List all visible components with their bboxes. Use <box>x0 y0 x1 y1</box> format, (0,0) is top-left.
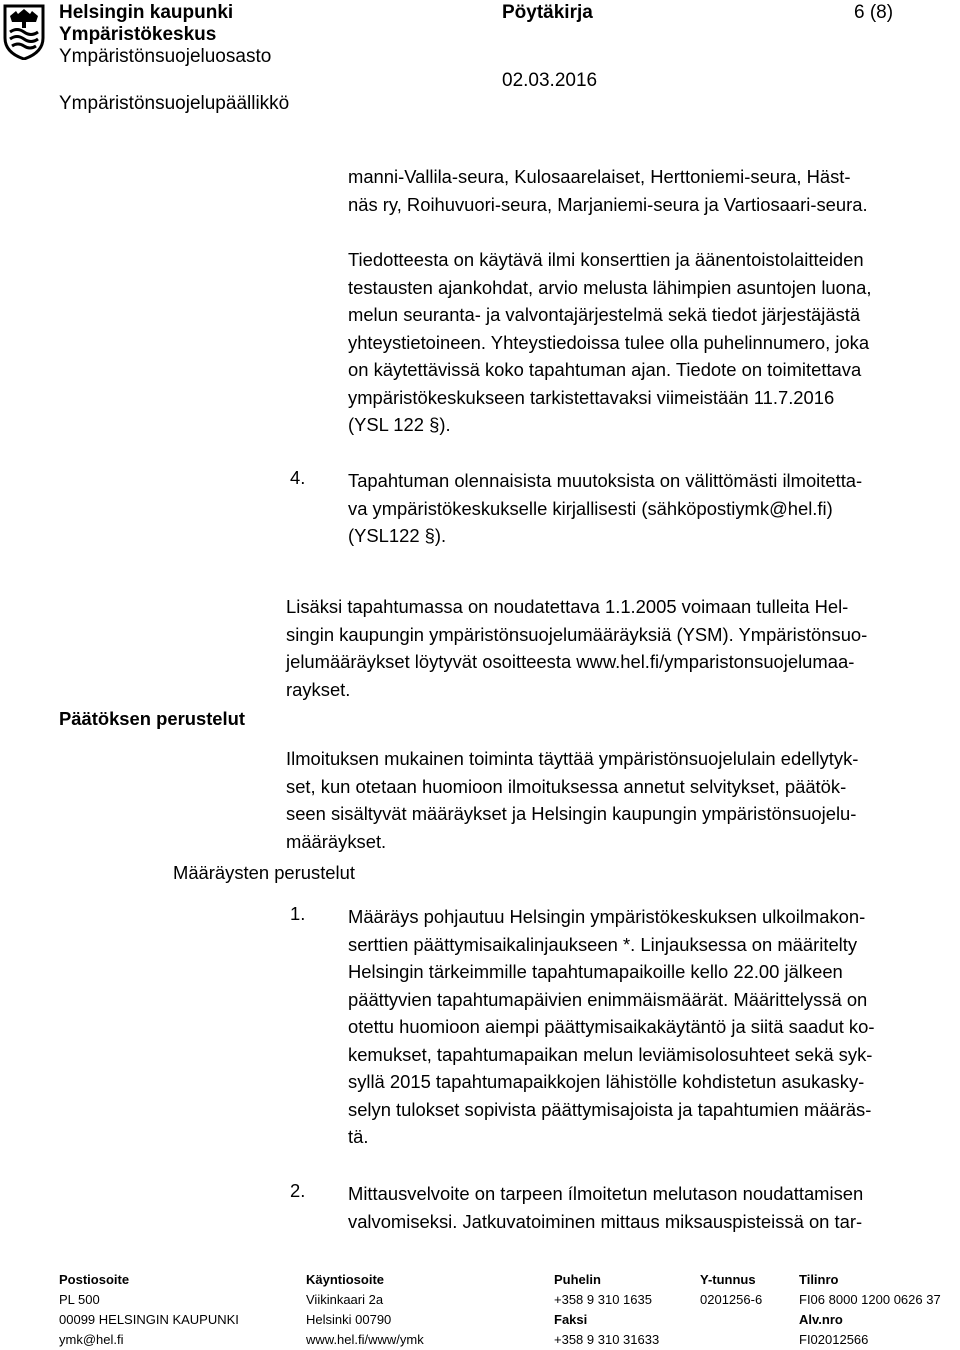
text-line: manni-Vallila-seura, Kulosaarelaiset, Herttoniemi-seura, Häst- <box>348 166 851 187</box>
header-unit: Ympäristönsuojeluosasto <box>59 46 272 67</box>
decision-paragraph <box>286 745 858 855</box>
footer-fax-number: +358 9 310 31633 <box>554 1332 660 1347</box>
item-2-text <box>348 1180 863 1235</box>
footer-account <box>799 1270 941 1350</box>
footer-visit-line1: Viikinkaari 2a <box>306 1292 384 1307</box>
text-line: serttien päättymisaikalinjaukseen *. Linjauksessa on määritelty <box>348 933 858 955</box>
header-date: 02.03.2016 <box>502 70 598 91</box>
footer-alv-value: FI02012566 <box>799 1332 869 1347</box>
footer-tilinro-label: Tilinro <box>799 1272 839 1287</box>
header-org: Helsingin kaupunki <box>59 2 234 23</box>
footer-email[interactable]: ymk@hel.fi <box>59 1332 124 1347</box>
footer-postal-line2: 00099 HELSINGIN KAUPUNKI <box>59 1312 239 1327</box>
text-line: jelumääräykset löytyvät osoitteesta www.hel.fi/ymparistonsuojelumaa- <box>286 651 855 672</box>
text-line: Määräys pohjautuu Helsingin ympäristökeskuksen ulkoilmakon- <box>348 906 866 927</box>
footer-postal-line1: PL 500 <box>59 1292 100 1307</box>
text-line: testausten ajankohdat, arvio melusta lähimpien asuntojen luona, <box>348 276 872 298</box>
text-line: tä. <box>348 1126 369 1147</box>
footer-ytunnus <box>700 1270 762 1310</box>
ysm-paragraph <box>286 593 867 703</box>
text-line: syllä 2015 tapahtumapaikkojen lähistölle kohdistetun asukasky- <box>348 1071 865 1092</box>
text-line: valvomiseksi. Jatkuvatoiminen mittaus miksauspisteissä on tar- <box>348 1210 863 1232</box>
header-doc-type: Pöytäkirja <box>502 2 593 23</box>
item-1-text <box>348 903 874 1151</box>
header-dept: Ympäristökeskus <box>59 24 217 45</box>
text-line: singin kaupungin ympäristönsuojelumääräyksiä (YSM). Ympäristönsuo- <box>286 623 868 645</box>
footer-web[interactable]: www.hel.fi/www/ymk <box>306 1332 424 1347</box>
text-line: va ympäristökeskukselle kirjallisesti (sähköpostiymk@hel.fi) <box>348 497 833 519</box>
text-line: päättyvien tapahtumapäivien enimmäismäärät. Määrittelyssä on <box>348 988 868 1010</box>
regulations-heading: Määräysten perustelut <box>173 862 355 883</box>
intro-paragraph <box>348 163 868 218</box>
footer-postal <box>59 1270 239 1350</box>
footer-visit-line2: Helsinki 00790 <box>306 1312 392 1327</box>
footer-phone-number: +358 9 310 1635 <box>554 1292 652 1307</box>
announcement-paragraph <box>348 246 871 439</box>
text-line: ympäristökeskukseen tarkistettavaksi viimeistään 11.7.2016 <box>348 386 835 408</box>
text-line: näs ry, Roihuvuori-seura, Marjaniemi-seura ja Vartiosaari-seura. <box>348 193 868 215</box>
text-line: (YSL122 §). <box>348 525 447 546</box>
text-line: selyn tulokset sopivista päättymisajoista ja tapahtumien määräs- <box>348 1098 872 1120</box>
text-line: melun seuranta- ja valvontajärjestelmä sekä tiedot järjestäjästä <box>348 304 861 325</box>
footer-phone-label: Puhelin <box>554 1272 601 1287</box>
text-line: Tiedotteesta on käytävä ilmi konserttien ja äänentoistolaitteiden <box>348 249 864 270</box>
text-line: Mittausvelvoite on tarpeen ílmoitetun melutason noudattamisen <box>348 1183 864 1204</box>
item-4-number: 4. <box>290 467 306 488</box>
text-line: (YSL 122 §). <box>348 414 451 435</box>
item-2-number: 2. <box>290 1180 306 1201</box>
text-line: on käytettävissä koko tapahtuman ajan. Tiedote on toimitettava <box>348 359 862 380</box>
item-1-number: 1. <box>290 903 306 924</box>
text-line: Lisäksi tapahtumassa on noudatettava 1.1.2005 voimaan tulleita Hel- <box>286 596 849 617</box>
helsinki-crest-logo <box>2 2 46 60</box>
text-line: seen sisältyvät määräykset ja Helsingin kaupungin ympäristönsuojelu- <box>286 803 857 824</box>
decision-heading: Päätöksen perustelut <box>59 708 246 729</box>
footer-visit <box>306 1270 424 1350</box>
header-page-number: 6 (8) <box>854 2 894 23</box>
header-role: Ympäristönsuojelupäällikkö <box>59 93 290 114</box>
footer-fax-label: Faksi <box>554 1312 588 1327</box>
footer-postal-label: Postiosoite <box>59 1272 130 1287</box>
footer-alv-label: Alv.nro <box>799 1312 843 1327</box>
text-line: raykset. <box>286 678 351 700</box>
footer-ytunnus-value: 0201256-6 <box>700 1292 763 1307</box>
footer-phone <box>554 1270 659 1350</box>
text-line: kemukset, tapahtumapaikan melun leviämisolosuhteet sekä syk- <box>348 1043 873 1065</box>
footer-tilinro-value: FI06 8000 1200 0626 37 <box>799 1292 941 1307</box>
text-line: otettu huomioon aiempi päättymisaikakäytäntö ja siitä saadut ko- <box>348 1016 875 1037</box>
item-4-text <box>348 467 862 550</box>
text-line: Helsingin tärkeimmille tapahtumapaikoille kello 22.00 jälkeen <box>348 961 843 982</box>
footer-ytunnus-label: Y-tunnus <box>700 1272 756 1287</box>
text-line: Tapahtuman olennaisista muutoksista on välittömästi ilmoitetta- <box>348 470 863 491</box>
text-line: määräykset. <box>286 830 387 852</box>
footer-visit-label: Käyntiosoite <box>306 1272 385 1287</box>
text-line: Ilmoituksen mukainen toiminta täyttää ympäristönsuojelulain edellytyk- <box>286 748 859 769</box>
text-line: set, kun otetaan huomioon ilmoituksessa annetut selvitykset, päätök- <box>286 775 847 797</box>
text-line: yhteystietoineen. Yhteystiedoissa tulee olla puhelinnumero, joka <box>348 331 870 353</box>
